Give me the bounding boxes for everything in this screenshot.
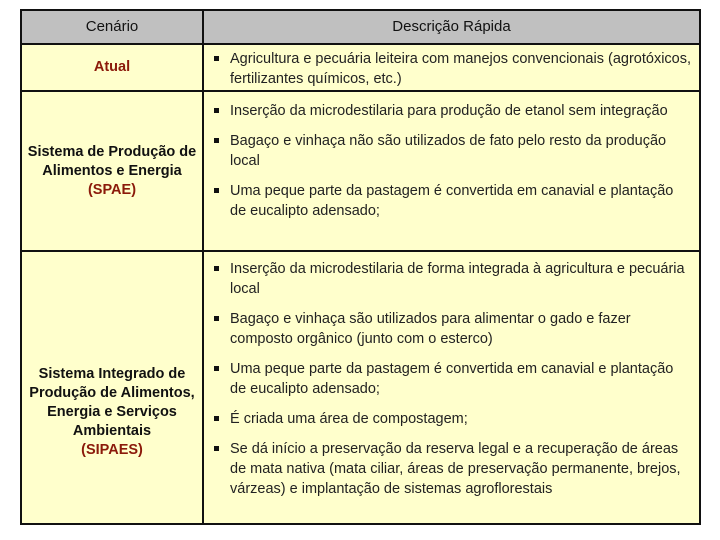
- description-spae: [212, 101, 692, 231]
- list-item: Inserção da microdestilaria para produção de etanol sem integração: [212, 101, 692, 121]
- list-item: Uma peque parte da pastagem é convertida em canavial e plantação de eucalipto adensado;: [212, 181, 692, 221]
- scenario-table: [20, 9, 701, 525]
- bullet-icon: [214, 416, 219, 421]
- bullet-icon: [214, 316, 219, 321]
- bullet-icon: [214, 266, 219, 271]
- bullet-icon: [214, 108, 219, 113]
- bullet-icon: [214, 56, 219, 61]
- list-item: Bagaço e vinhaça são utilizados para alimentar o gado e fazer composto orgânico (junto com o esterco): [212, 309, 692, 349]
- bullet-icon: [214, 366, 219, 371]
- list-item: Inserção da microdestilaria de forma integrada à agricultura e pecuária local: [212, 259, 692, 299]
- header-cenario: Cenário: [85, 18, 139, 35]
- scenario-atual: Atual: [93, 59, 131, 75]
- scenario-spae: Sistema de Produção de Alimentos e Energia (SPAE): [27, 143, 197, 198]
- column-divider: [202, 11, 204, 523]
- description-atual: [212, 49, 692, 99]
- bullet-icon: [214, 188, 219, 193]
- list-item: Se dá início a preservação da reserva legal e a recuperação de áreas de mata nativa (mata ciliar, áreas de preservação permanente, brejos, várzeas) e implantação de sistemas agroflorestais: [212, 439, 692, 499]
- bullet-icon: [214, 138, 219, 143]
- list-item: É criada uma área de compostagem;: [212, 409, 692, 429]
- scenario-sipaes: Sistema Integrado de Produção de Alimentos, Energia e Serviços Ambientais (SIPAES): [29, 366, 195, 458]
- bullet-icon: [214, 446, 219, 451]
- description-sipaes: [212, 259, 692, 509]
- list-item: Bagaço e vinhaça não são utilizados de fato pelo resto da produção local: [212, 131, 692, 171]
- header-descricao: Descrição Rápida: [392, 18, 511, 35]
- table-header: [22, 11, 699, 45]
- list-item: Agricultura e pecuária leiteira com manejos convencionais (agrotóxicos, fertilizantes químicos, etc.): [212, 49, 692, 89]
- list-item: Uma peque parte da pastagem é convertida em canavial e plantação de eucalipto adensado;: [212, 359, 692, 399]
